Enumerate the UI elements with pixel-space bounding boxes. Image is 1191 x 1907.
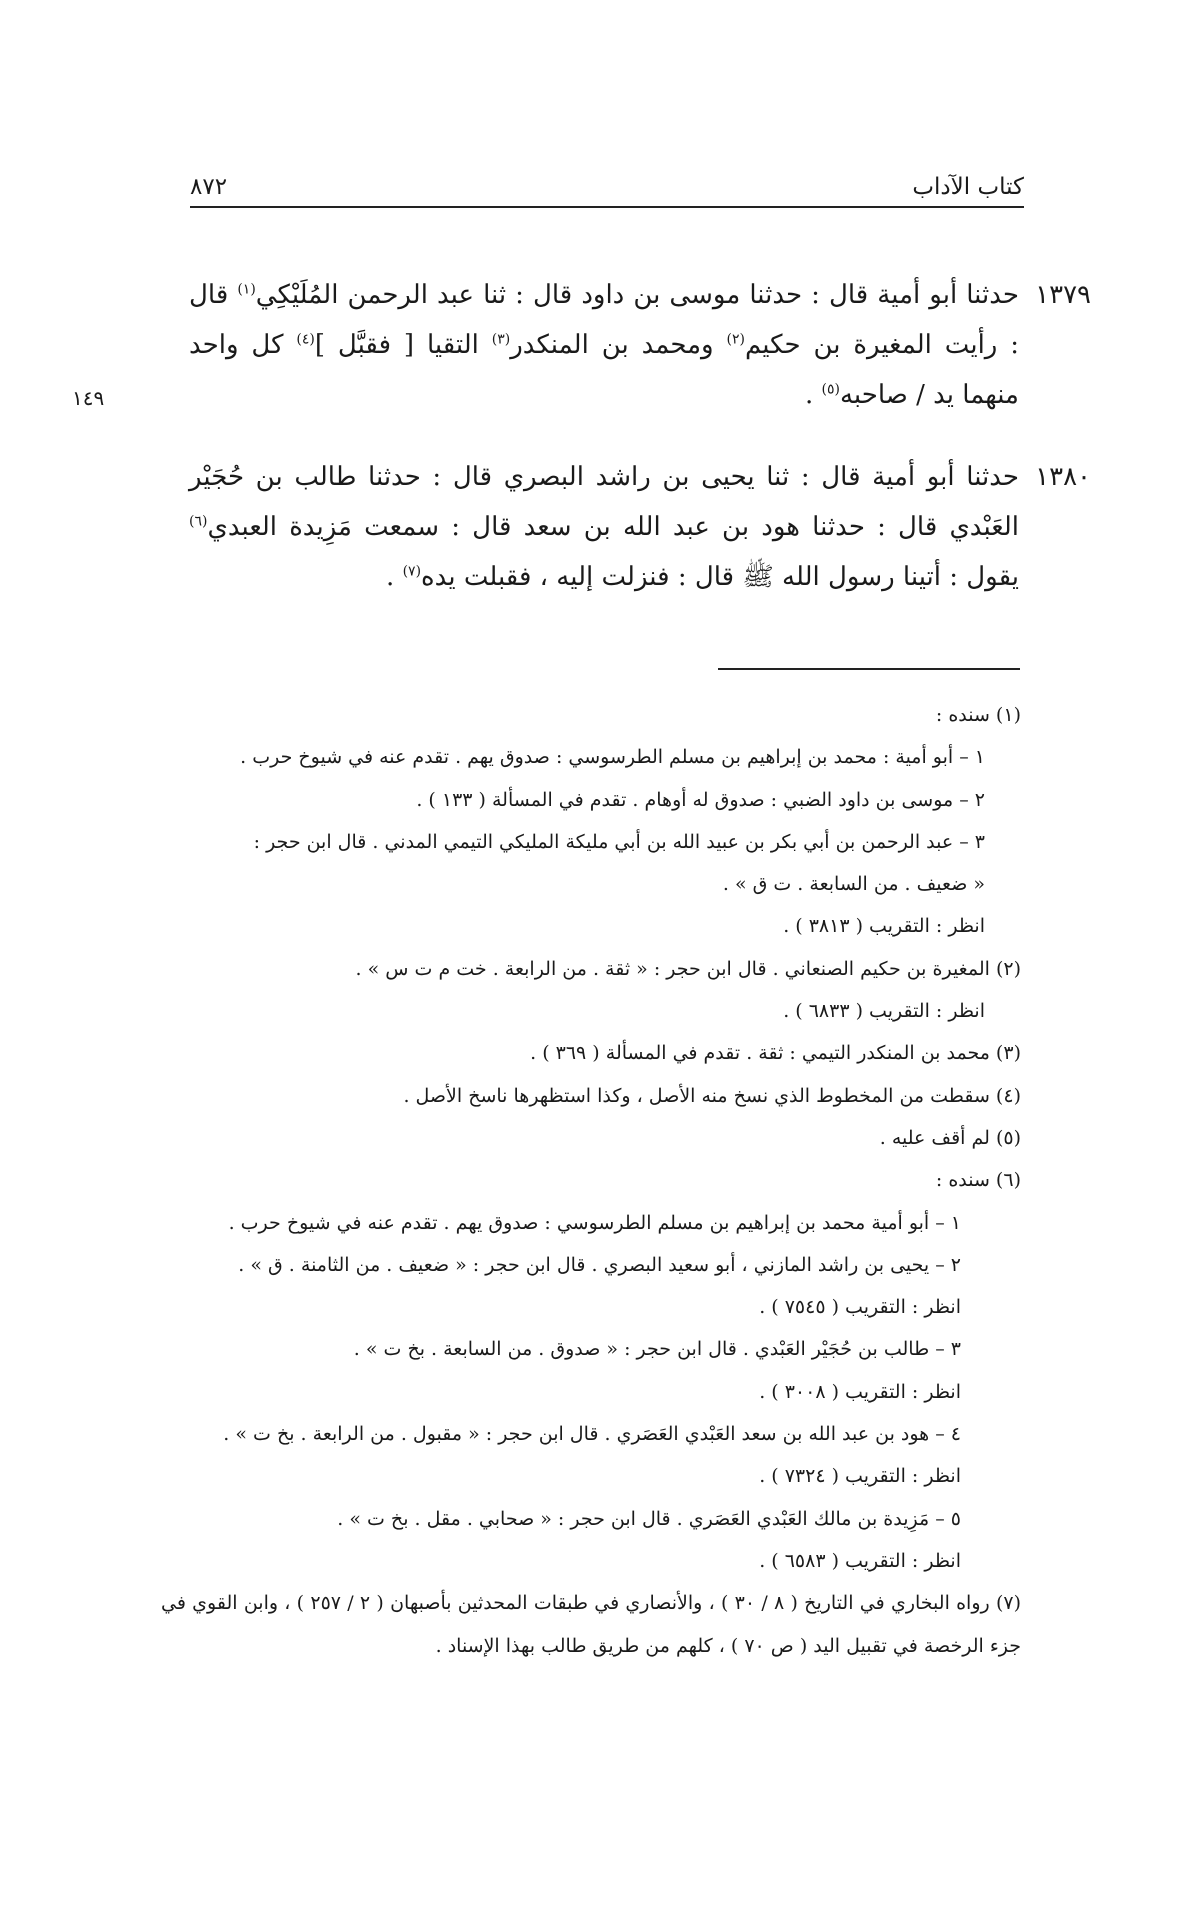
hadith-text: كل واحد منهما يد / صاحبه: [189, 330, 1019, 410]
hadith-entry: [189, 452, 1091, 602]
footnote-line: انظر : التقريب ( ٦٨٣٣ ) .: [783, 1000, 985, 1023]
hadith-text: .: [804, 380, 822, 410]
footnote-line: ٥ – مَزِيدة بن مالك العَبْدي العَصَري . قال ابن حجر : « صحابي . مقل . بخ ت » .: [337, 1507, 961, 1530]
footnote-line: (٦) سنده :: [935, 1169, 1021, 1192]
hadith-text: التقيا [ فقبَّل ]: [314, 330, 492, 360]
footnote-line: (١) سنده :: [935, 704, 1021, 726]
footnote-line: انظر : التقريب ( ٦٥٨٣ ) .: [759, 1549, 961, 1572]
footnote-line: (٣) محمد بن المنكدر التيمي : ثقة . تقدم في المسألة ( ٣٦٩ ) .: [530, 1042, 1021, 1065]
footnote-line: « ضعيف . من السابعة . ت ق » .: [722, 873, 985, 896]
hadith-text: ومحمد بن المنكدر: [510, 330, 727, 360]
footnote-line: انظر : التقريب ( ٣٠٠٨ ) .: [759, 1380, 961, 1403]
footnote-line: ١ – أبو أمية محمد بن إبراهيم بن مسلم الطرسوسي : صدوق يهم . تقدم عنه في شيوخ حرب .: [228, 1211, 961, 1234]
footnote-line: (٤) سقطت من المخطوط الذي نسخ منه الأصل ، وكذا استظهرها ناسخ الأصل .: [403, 1084, 1021, 1107]
footnote-ref: (٢): [726, 331, 745, 348]
hadith-text: حدثنا أبو أمية قال : ثنا يحيى بن راشد البصري قال : حدثنا طالب بن حُجَيْر العَبْدي قال : حدثنا هود بن عبد الله بن سعد قال : سمعت مَزِيدة العبدي: [189, 462, 1019, 542]
footnotes: [161, 694, 1021, 1667]
footnote-line: ٤ – هود بن عبد الله بن سعد العَبْدي العَصَري . قال ابن حجر : « مقبول . من الرابعة . بخ ت » .: [223, 1423, 961, 1446]
footnote-line: (٧) رواه البخاري في التاريخ ( ٨ / ٣٠ ) ، والأنصاري في طبقات المحدثين بأصبهان ( ٢ / ٢٥٧ ) ، وابن القوي في جزء الرخصة في تقبيل اليد ( ص ٧٠ ) ، كلهم من طريق طالب بهذا الإسناد .: [161, 1592, 1022, 1657]
hadith-text: .: [386, 562, 403, 592]
footnote-line: انظر : التقريب ( ٧٥٤٥ ) .: [759, 1296, 961, 1319]
footnote-line: انظر : التقريب ( ٧٣٢٤ ) .: [759, 1465, 961, 1488]
footnote-separator: [718, 668, 1020, 670]
footnote-line: ٢ – موسى بن داود الضبي : صدوق له أوهام . تقدم في المسألة ( ١٣٣ ) .: [416, 788, 985, 811]
hadith-text: حدثنا أبو أمية قال : حدثنا موسى بن داود قال : ثنا عبد الرحمن المُلَيْكِي: [255, 280, 1019, 310]
footnote-line: (٢) المغيرة بن حكيم الصنعاني . قال ابن حجر : « ثقة . من الرابعة . خت م ت س » .: [355, 957, 1021, 980]
footnote-line: ٣ – عبد الرحمن بن أبي بكر بن عبيد الله بن أبي مليكة المليكي التيمي المدني . قال ابن حجر :: [253, 830, 985, 853]
header-title: كتاب الآداب: [912, 174, 1024, 200]
footnote-ref: (٤): [296, 331, 315, 348]
footnote-line: انظر : التقريب ( ٣٨١٣ ) .: [783, 915, 985, 938]
footnote-line: ٣ – طالب بن حُجَيْر العَبْدي . قال ابن حجر : « صدوق . من السابعة . بخ ت » .: [353, 1338, 961, 1361]
footnote-ref: (٥): [821, 381, 840, 398]
footnote-ref: (٧): [402, 563, 422, 580]
hadith-text: يقول : أتينا رسول الله ﷺ قال : فنزلت إليه ، فقبلت يده: [421, 562, 1019, 592]
hadith-number: ١٣٨٠: [1035, 462, 1091, 492]
running-header: [190, 170, 1024, 208]
footnote-ref: (٣): [491, 331, 511, 348]
footnote-line: (٥) لم أقف عليه .: [879, 1126, 1021, 1149]
hadith-entry: [189, 270, 1091, 420]
hadith-number: ١٣٧٩: [1035, 280, 1091, 310]
margin-manuscript-number: ١٤٩: [72, 386, 105, 410]
footnote-ref: (١): [237, 281, 256, 298]
footnote-line: ٢ – يحيى بن راشد المازني ، أبو سعيد البصري . قال ابن حجر : « ضعيف . من الثامنة . ق » .: [238, 1253, 961, 1276]
page-number: ٨٧٢: [190, 174, 228, 200]
hadith-text: قال : رأيت المغيرة بن حكيم: [189, 280, 1020, 360]
footnote-ref: (٦): [189, 513, 208, 530]
footnote-line: ١ – أبو أمية : محمد بن إبراهيم بن مسلم الطرسوسي : صدوق يهم . تقدم عنه في شيوخ حرب .: [240, 746, 985, 769]
